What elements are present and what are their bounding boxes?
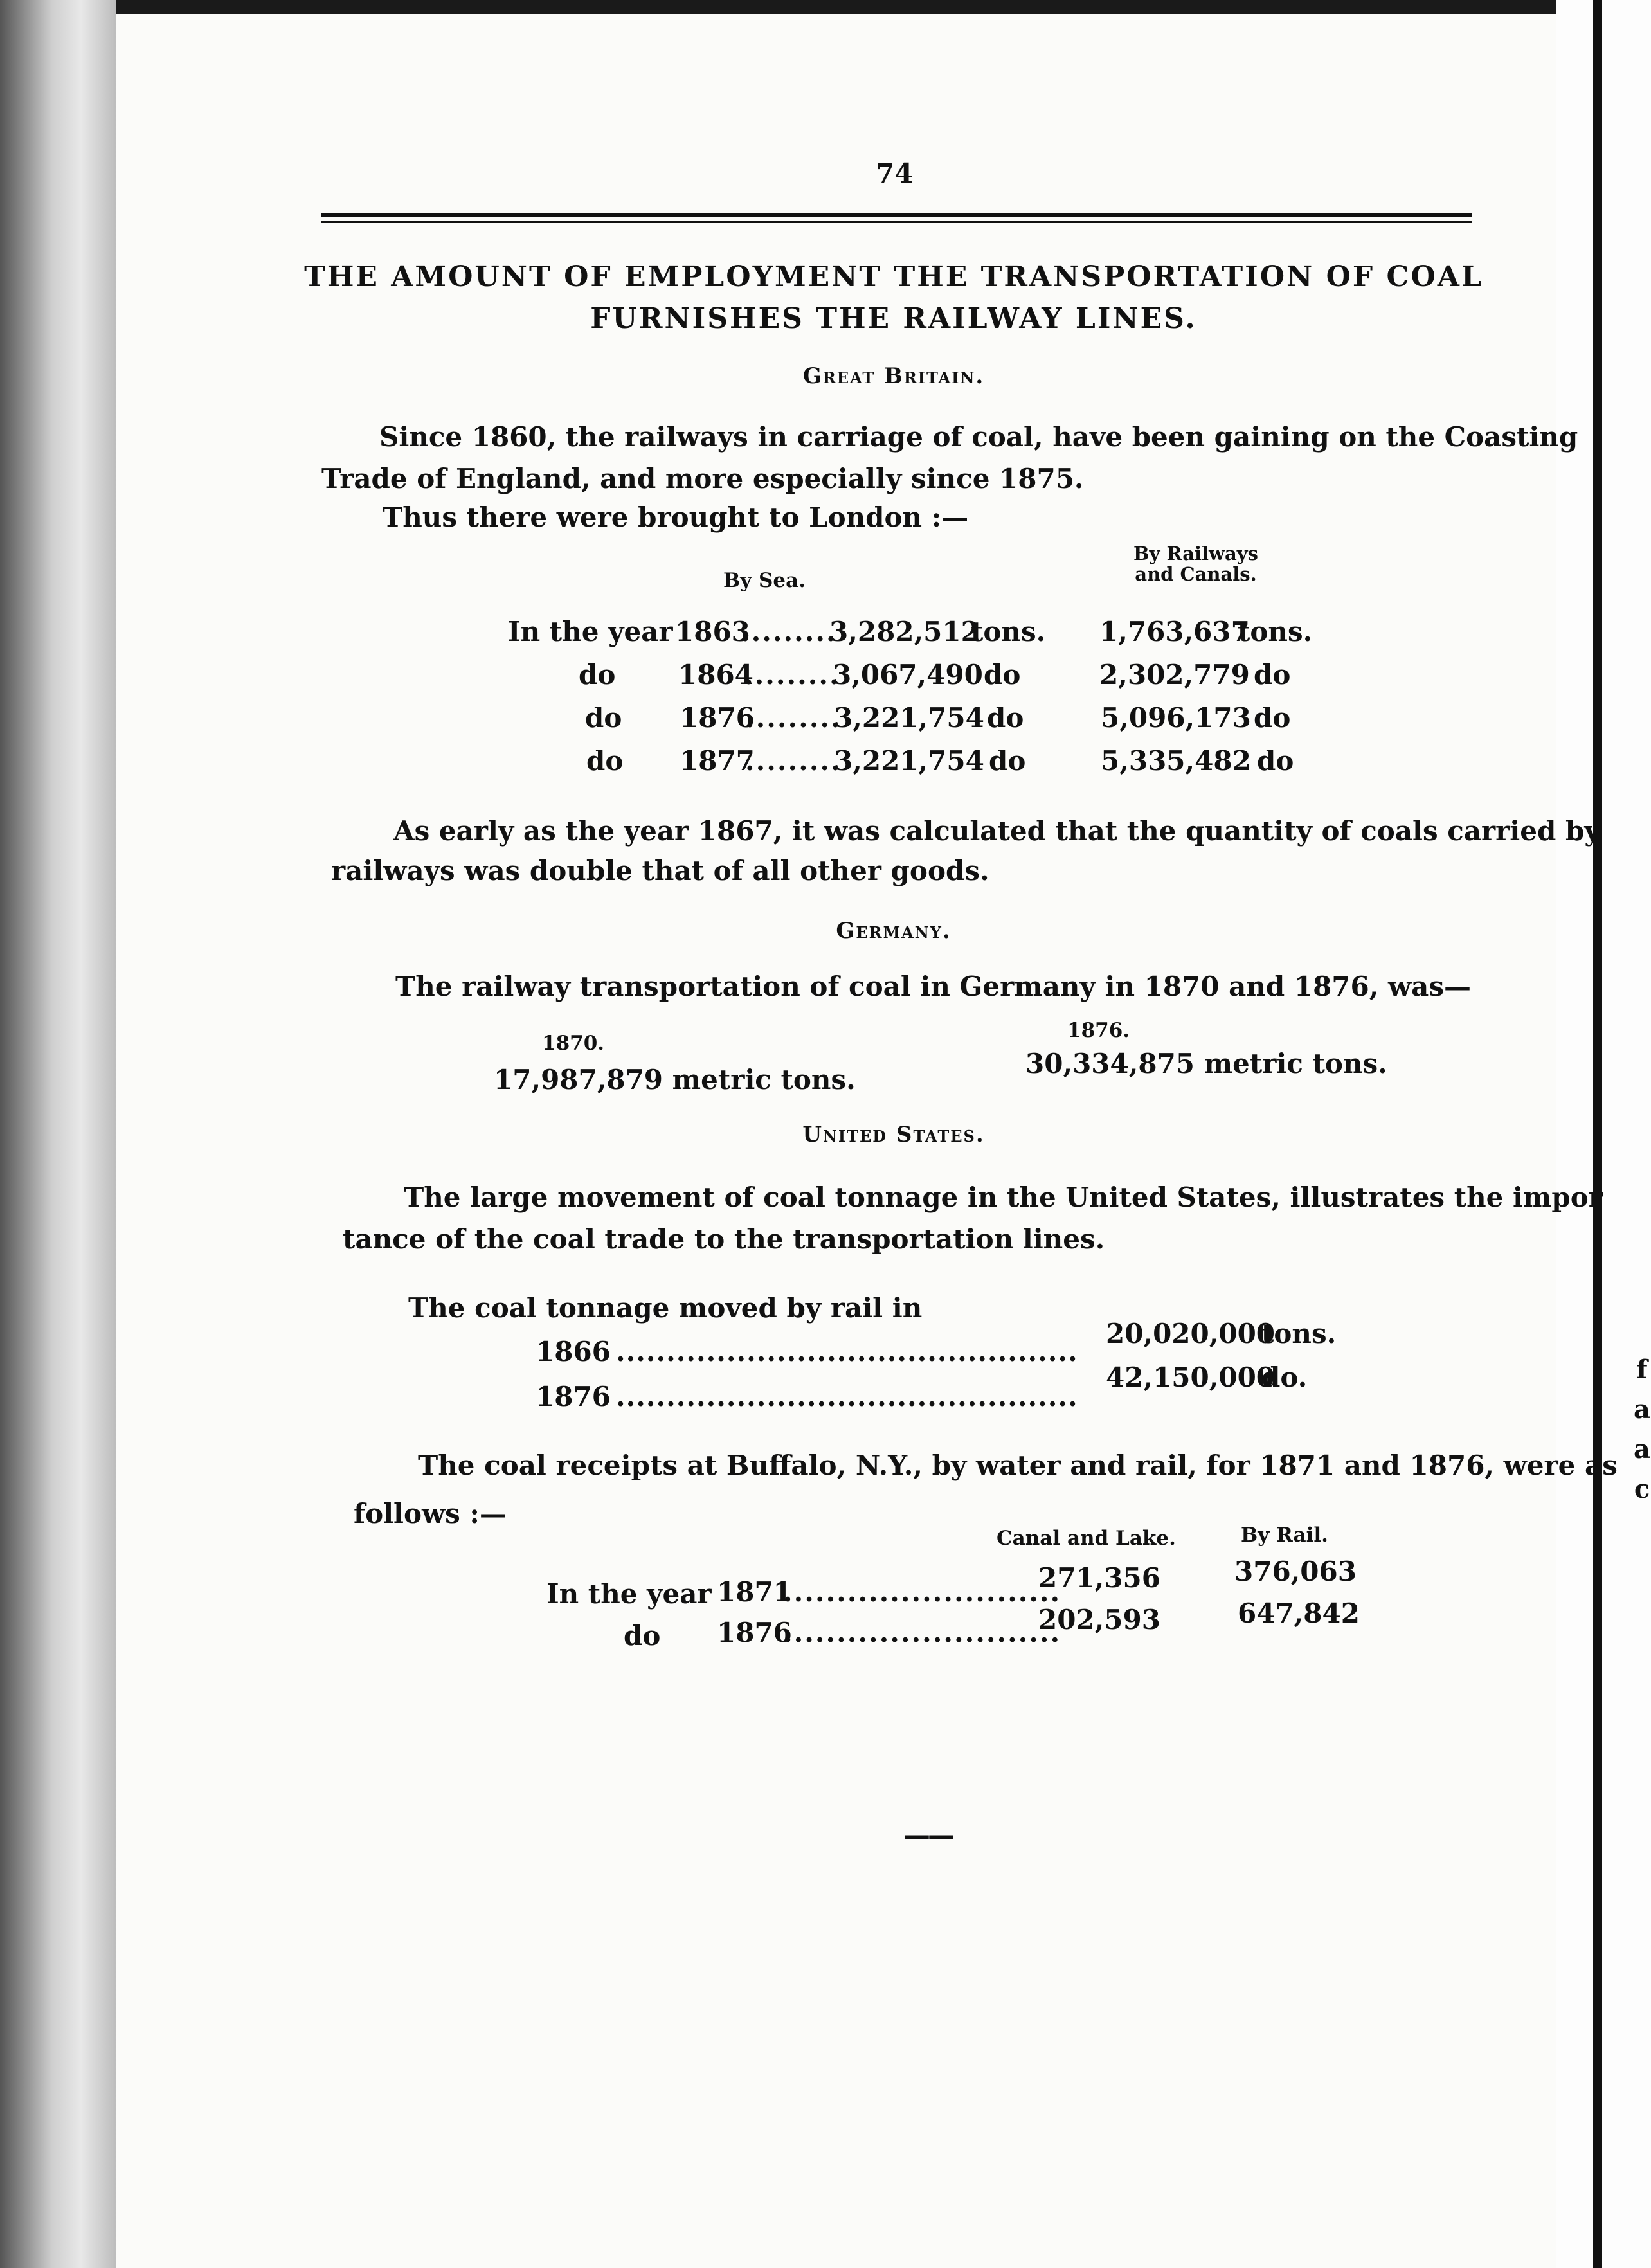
col-header-rail-line1: By Railways [1133,543,1258,564]
germany-year-1: 1870. [542,1032,605,1055]
title-line-2: FURNISHES THE RAILWAY LINES. [590,302,1197,335]
gb-para1-line1: Since 1860, the railways in carriage of coal, have been gaining on the Coasting [379,421,1578,453]
gb-intro: Thus there were brought to London :— [383,501,969,533]
gb-para1-line2: Trade of England, and more especially since 1875. [321,463,1084,494]
title-line-1: THE AMOUNT OF EMPLOYMENT THE TRANSPORTATION OF COAL [304,260,1483,293]
us-row-unit: tons. [1261,1318,1337,1349]
row-rail-value: 2,302,779 [1099,659,1250,690]
scan-top-border [0,0,1651,14]
end-mark: —— [903,1819,952,1851]
buffalo-row-year: 1871 [717,1576,792,1608]
heading-germany: Germany. [836,918,952,944]
gutter-shadow [1593,0,1602,2268]
facing-letter: a [1634,1394,1650,1425]
buffalo-row-label: do [624,1620,661,1652]
row-year: 1863 [675,616,750,647]
gb-para2-line1: As early as the year 1867, it was calculated that the quantity of coals carried by [393,815,1600,847]
us-intro: The coal tonnage moved by rail in [408,1292,923,1324]
buffalo-row-label: In the year [546,1578,712,1610]
row-leader: ......... [744,659,840,690]
row-sea-value: 3,067,490 [833,659,983,690]
row-sea-unit: do [987,702,1024,734]
col-header-rail-line2: and Canals. [1135,563,1257,585]
col-header-by-rail-us: By Rail. [1241,1524,1328,1547]
row-label: do [585,702,622,734]
row-sea-unit: do [989,745,1026,777]
buffalo-row-canal: 202,593 [1038,1604,1160,1635]
us-row-year: 1876 [536,1381,611,1412]
buffalo-row-year: 1876 [717,1617,792,1648]
row-sea-unit: do [984,659,1021,690]
buffalo-row-canal: 271,356 [1038,1562,1160,1594]
us-row-value: 20,020,000 [1106,1318,1276,1349]
us-para1-line2: tance of the coal trade to the transportation lines. [343,1223,1105,1255]
germany-para: The railway transportation of coal in Germany in 1870 and 1876, was— [395,971,1472,1002]
us-para2-line2: follows :— [354,1498,507,1529]
facing-page-letters [1633,1350,1651,1509]
buffalo-row-rail: 376,063 [1234,1556,1357,1587]
us-para1-line1: The large movement of coal tonnage in the United States, illustrates the impor [404,1182,1603,1213]
us-para2-line1: The coal receipts at Buffalo, N.Y., by water and rail, for 1871 and 1876, were as [418,1450,1618,1481]
row-sea-unit: tons. [971,616,1046,647]
row-sea-value: 3,221,754 [834,702,984,734]
buffalo-row-leader: .......................... [783,1617,1061,1648]
col-header-by-sea: By Sea. [723,569,806,592]
row-rail-value: 5,335,482 [1101,745,1251,777]
row-rail-value: 1,763,637 [1099,616,1250,647]
us-row-year: 1866 [536,1336,611,1367]
header-rule [321,213,1472,217]
buffalo-row-leader: .......................... [783,1576,1061,1608]
us-row-value: 42,150,000 [1106,1362,1276,1393]
gb-para2-line2: railways was double that of all other goods. [331,855,989,887]
facing-letter: a [1634,1434,1650,1464]
row-rail-unit: do [1254,659,1291,690]
germany-year-2: 1876. [1067,1019,1130,1042]
header-rule-thin [321,221,1472,223]
germany-value-2: 30,334,875 metric tons. [1025,1048,1387,1079]
book-spine [0,0,116,2268]
row-rail-unit: tons. [1238,616,1313,647]
col-header-by-rail [1119,543,1273,584]
row-leader: ......... [745,702,842,734]
row-rail-unit: do [1257,745,1294,777]
us-row-leader: .............................................. [616,1336,1078,1367]
row-rail-unit: do [1254,702,1291,734]
heading-united-states: United States. [802,1122,985,1148]
row-sea-value: 3,282,512 [829,616,980,647]
facing-letter: c [1634,1474,1650,1504]
facing-page-edge [1556,0,1651,2268]
row-year: 1877 [680,745,755,777]
row-year: 1876 [680,702,755,734]
row-leader: ......... [745,745,842,777]
us-row-unit: do. [1261,1362,1308,1393]
row-label: In the year [508,616,673,647]
row-leader: ......... [741,616,837,647]
col-header-canal-lake: Canal and Lake. [997,1527,1176,1550]
germany-value-1: 17,987,879 metric tons. [494,1064,856,1095]
page-number: 74 [876,158,914,189]
facing-letter: f [1636,1354,1648,1385]
row-label: do [579,659,616,690]
buffalo-row-rail: 647,842 [1238,1598,1360,1629]
row-sea-value: 3,221,754 [834,745,984,777]
row-rail-value: 5,096,173 [1101,702,1251,734]
us-row-leader: .............................................. [616,1381,1078,1412]
heading-great-britain: Great Britain. [802,363,985,389]
row-label: do [586,745,624,777]
row-year: 1864 [678,659,753,690]
